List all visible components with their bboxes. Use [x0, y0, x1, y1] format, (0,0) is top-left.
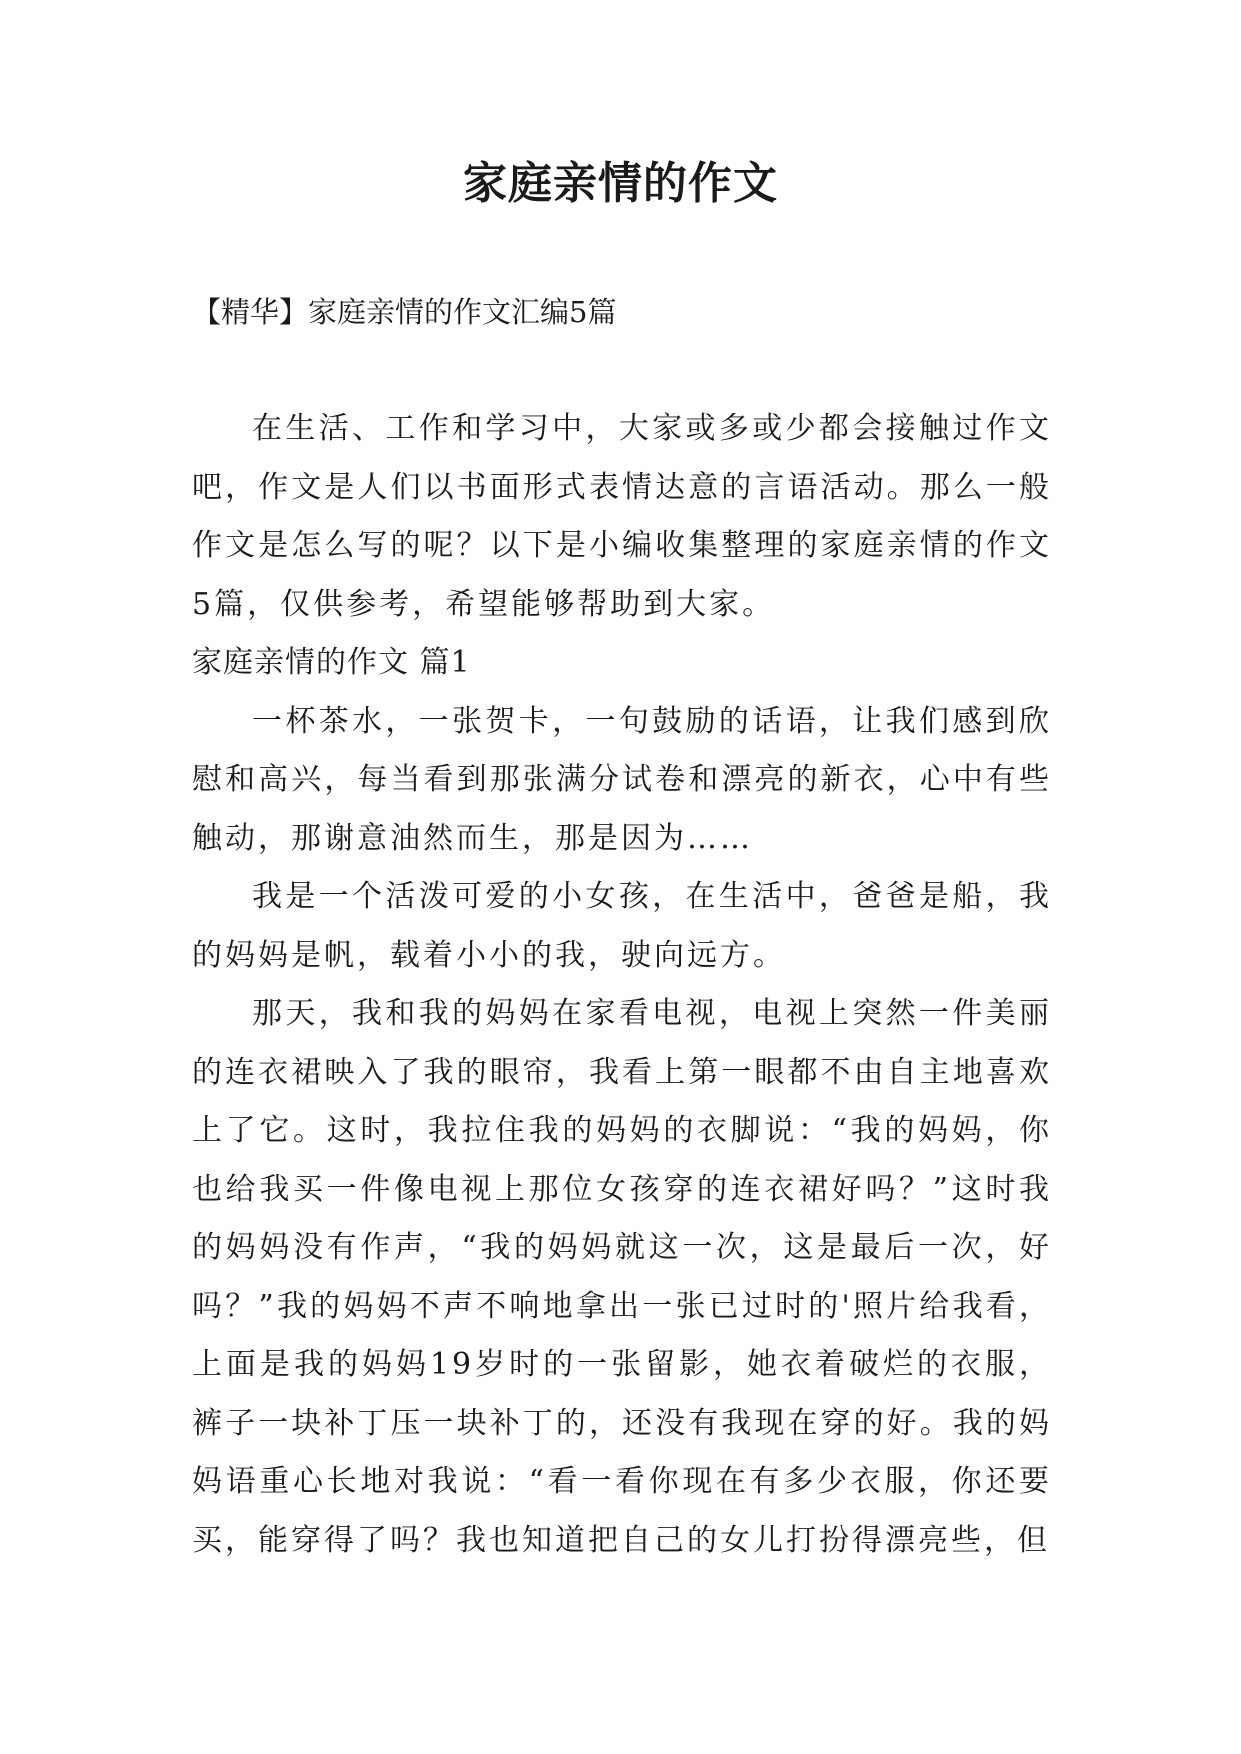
body-paragraph: 我是一个活泼可爱的小女孩，在生活中，爸爸是船，我的妈妈是帆，载着小小的我，驶向远方。 — [192, 879, 1052, 973]
section-heading: 家庭亲情的作文 篇1 — [192, 645, 471, 680]
document-title: 家庭亲情的作文 — [463, 158, 778, 209]
body-paragraph: 那天，我和我的妈妈在家看电视，电视上突然一件美丽的连衣裙映入了我的眼帘，我看上第一眼都不由自主地喜欢上了它。这时，我拉住我的妈妈的衣脚说：“我的妈妈，你也给我买一件像电视上那位女孩穿的连衣裙好吗？”这时我的妈妈没有作声，“我的妈妈就这一次，这是最后一次，好吗？”我的妈妈不声不响地拿出一张已过时的'照片给我看，上面是我的妈妈19岁时的一张留影，她衣着破烂的衣服，裤子一块补丁压一块补丁的，还没有我现在穿的好。我的妈妈语重心长地对我说：“看一看你现在有多少衣服，你还要买，能穿得了吗？我也知道把自己的女儿打扮得漂亮些，但 — [192, 996, 1052, 1558]
document-body — [192, 400, 1052, 1570]
body-paragraph: 一杯茶水，一张贺卡，一句鼓励的话语，让我们感到欣慰和高兴，每当看到那张满分试卷和漂亮的新衣，心中有些触动，那谢意油然而生，那是因为…… — [192, 703, 1052, 856]
document-subtitle: 【精华】家庭亲情的作文汇编5篇 — [192, 295, 617, 329]
intro-paragraph: 在生活、工作和学习中，大家或多或少都会接触过作文吧，作文是人们以书面形式表情达意的言语活动。那么一般作文是怎么写的呢？以下是小编收集整理的家庭亲情的作文5篇，仅供参考，希望能够帮助到大家。 — [192, 411, 1052, 622]
